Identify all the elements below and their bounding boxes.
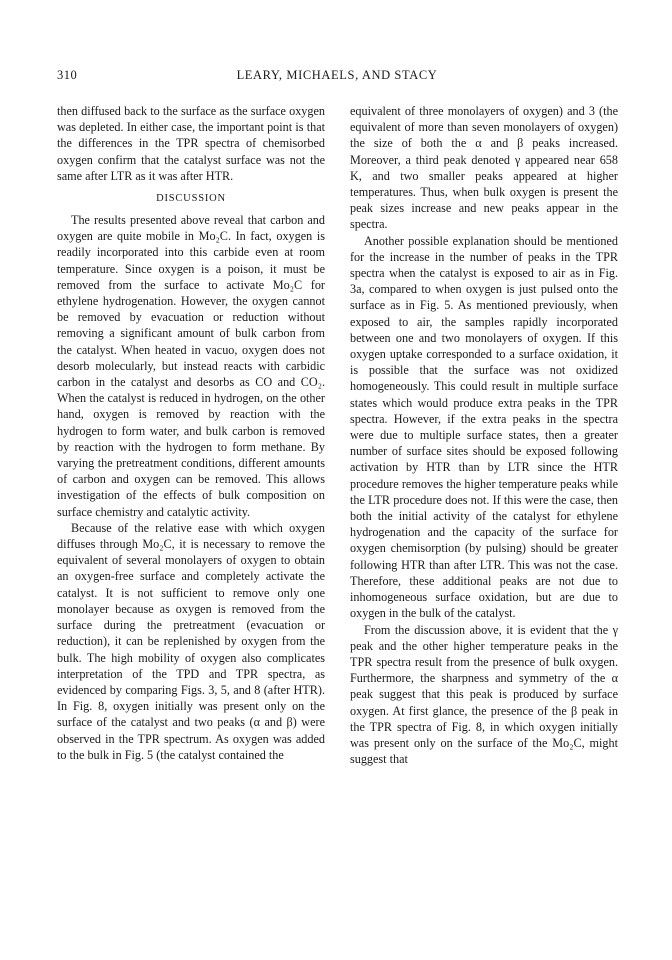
paragraph-discussion-1: The results presented above reveal that carbon and oxygen are quite mobile in Mo₂C. In fact, oxygen is readily incorporated into this carbide even at room temperature. Since oxygen is a poison, it must be removed from the surface to activate Mo₂C for ethylene hydrogenation. However, the oxygen cannot be removed by evacuation or reduction without removing a significant amount of bulk carbon from the catalyst. When heated in vacuo, oxygen does not desorb molecularly, but instead reacts with carbidic carbon in the catalyst and desorbs as CO and CO₂. When the catalyst is reduced in hydrogen, on the other hand, oxygen is removed by reaction with the hydrogen to form water, and bulk carbon is removed by reaction with the hydrogen to form methane. By varying the pretreatment conditions, different amounts of carbon and oxygen can be removed. This allows investigation of the effects of bulk composition on surface chemistry and catalytic activity. [57, 213, 325, 519]
section-heading-discussion: DISCUSSION [156, 193, 226, 205]
page-number: 310 [57, 68, 78, 82]
paragraph-continued-right: equivalent of three monolayers of oxygen) and 3 (the equivalent of more than seven monolayers of oxygen) the size of both the α and β peaks increased. Moreover, a third peak denoted γ appeared near 658 K, and two smaller peaks appeared at higher temperatures. Thus, when bulk oxygen is present the peak sizes increase and new peaks appear in the spectra. [350, 104, 618, 232]
running-title: LEARY, MICHAELS, AND STACY [236, 68, 438, 82]
right-column [350, 103, 618, 767]
paragraph-continued: then diffused back to the surface as the surface oxygen was depleted. In either case, the important point is that the differences in the TPR spectra of chemisorbed oxygen confirm that the catalyst surface was not the same after LTR as it was after HTR. [57, 104, 325, 183]
left-column [57, 103, 325, 763]
paragraph-alternative-explanation: Another possible explanation should be mentioned for the increase in the number of peaks in the TPR spectra when the catalyst is exposed to air as in Fig. 3a, compared to when oxygen is just pulsed onto the surface as in Fig. 5. As mentioned previously, when exposed to air, the samples rapidly incorporated between one and two monolayers of oxygen. If this oxygen uptake corresponded to a surface oxidation, it is possible that the surface was not oxidized homogeneously. This could result in multiple surface states which would produce extra peaks in the TPR spectra. However, if the extra peaks in the spectra were due to multiple surface states, then a greater number of surface sites should be exposed following activation by HTR than by LTR since the HTR procedure removes the higher temperature peaks while the LTR procedure does not. If this were the case, then both the initial activity of the catalyst for ethylene hydrogenation and the capacity of the surface for oxygen chemisorption (by pulsing) should be greater following HTR than after LTR. This was not the case. Therefore, these additional peaks are not due to inhomogeneous surface oxidation, but are due to oxygen in the bulk of the catalyst. [350, 233, 618, 621]
paragraph-discussion-2: Because of the relative ease with which oxygen diffuses through Mo₂C, it is necessary to remove the equivalent of several monolayers of oxygen to obtain an oxygen-free surface and completely activate the catalyst. It is not sufficient to remove only one monolayer because as oxygen is removed from the surface during the pretreatment (evacuation or reduction), it can be replenished by oxygen from the bulk. The high mobility of oxygen also complicates interpretation of the TPD and TPR spectra, as evidenced by comparing Figs. 3, 5, and 8 (after HTR). In Fig. 8, oxygen initially was present only on the surface of the catalyst and two peaks (α and β) were observed in the TPR spectrum. As oxygen was added to the bulk in Fig. 5 (the catalyst contained the [57, 520, 325, 762]
paragraph-conclusion: From the discussion above, it is evident that the γ peak and the other higher temperature peaks in the TPR spectra result from the presence of bulk oxygen. Furthermore, the sharpness and symmetry of the α peak suggest that this peak is produced by surface oxygen. At first glance, the presence of the β peak in the TPR spectra of Fig. 8, in which oxygen initially was present only on the surface of the Mo₂C, might suggest that [350, 622, 618, 767]
running-head [57, 67, 617, 83]
